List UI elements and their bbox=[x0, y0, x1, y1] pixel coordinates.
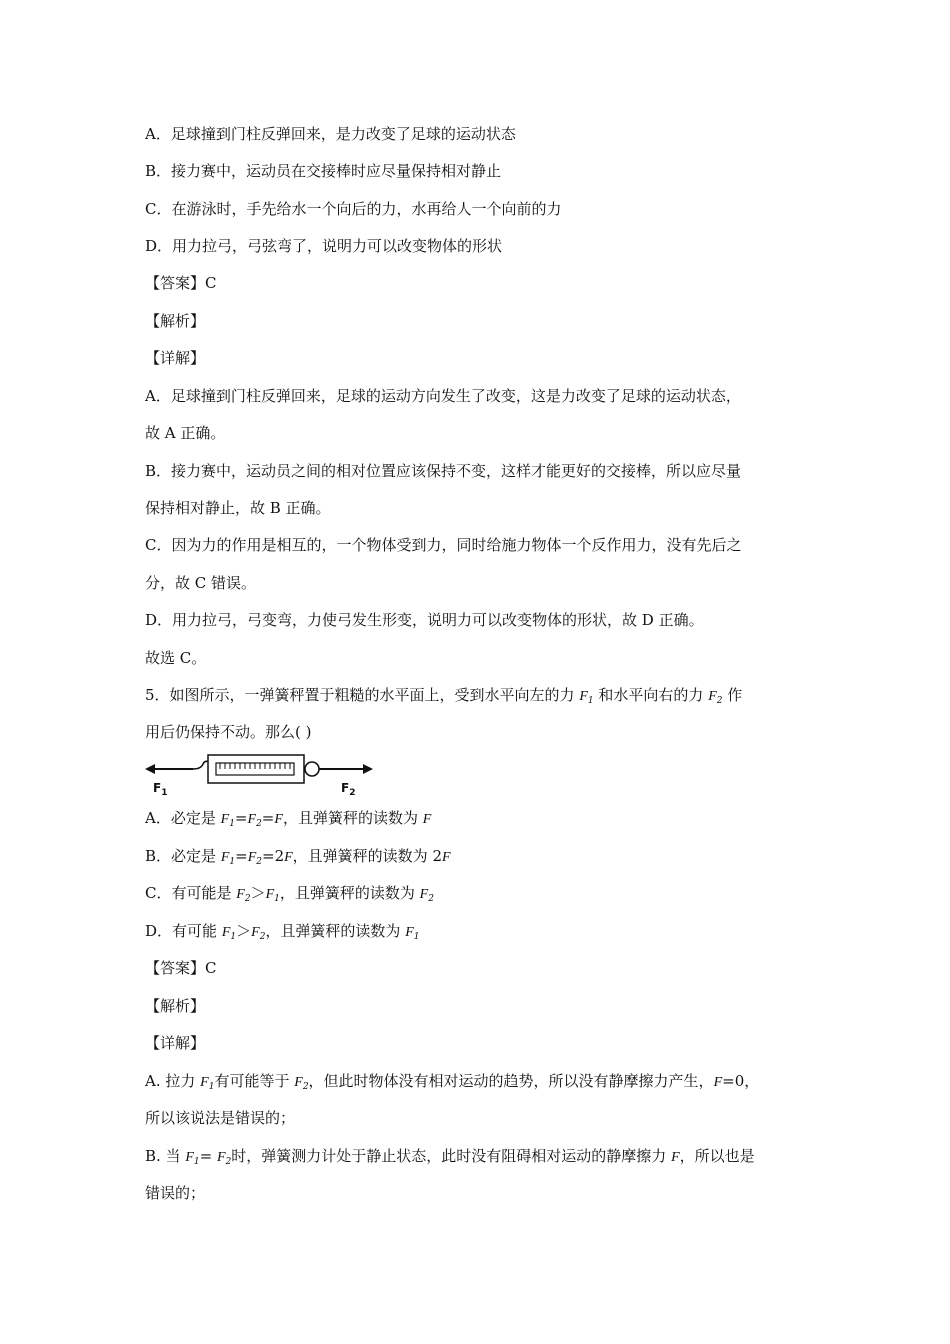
q4-detail-heading: 【详解】 bbox=[145, 349, 206, 367]
q4-option-d: D．用力拉弓，弓弦弯了，说明力可以改变物体的形状 bbox=[145, 237, 503, 255]
var-f: F bbox=[708, 689, 717, 704]
q4-explanation-d: D．用力拉弓，弓变弯，力使弓发生形变，说明力可以改变物体的形状，故 D 正确。 bbox=[145, 611, 704, 629]
q4-analysis-heading: 【解析】 bbox=[145, 312, 206, 330]
q5-option-c: C．有可能是 $F_2>F_1$，且弹簧秤的读数为 $F_2$ bbox=[145, 884, 434, 904]
q5-option-a: A．必定是 $F_1=F_2=F$，且弹簧秤的读数为 F bbox=[145, 809, 432, 829]
q4-explanation-c-line2: 分，故 C 错误。 bbox=[145, 574, 257, 592]
var-f: F bbox=[579, 689, 588, 704]
q5-explanation-a-line1: A. 拉力 $F_1$有可能等于 $F_2$，但此时物体没有相对运动的趋势，所以没有静摩擦力产生，F=0， bbox=[145, 1072, 760, 1092]
spring-scale-figure bbox=[145, 752, 375, 796]
q4-explanation-b-line2: 保持相对静止，故 B 正确。 bbox=[145, 499, 331, 517]
q5-detail-heading: 【详解】 bbox=[145, 1034, 206, 1052]
q4-explanation-b-line1: B．接力赛中，运动员之间的相对位置应该保持不变，这样才能更好的交接棒，所以应尽量 bbox=[145, 462, 742, 480]
q4-option-b: B．接力赛中，运动员在交接棒时应尽量保持相对静止 bbox=[145, 162, 502, 180]
arrow-f1-icon bbox=[145, 764, 193, 774]
q5-answer: 【答案】C bbox=[145, 959, 217, 977]
q4-explanation-c-line1: C．因为力的作用是相互的，一个物体受到力，同时给施力物体一个反作用力，没有先后之 bbox=[145, 536, 742, 554]
q5-explanation-a-line2: 所以该说法是错误的； bbox=[145, 1109, 296, 1127]
q4-conclusion: 故选 C。 bbox=[145, 649, 207, 667]
ring-icon bbox=[305, 762, 319, 776]
fig-label-f2: $F_2$ bbox=[341, 781, 356, 796]
q4-answer: 【答案】C bbox=[145, 274, 217, 292]
q5-option-b: B．必定是 $F_1=F_2=2F$，且弹簧秤的读数为 2F bbox=[145, 847, 451, 867]
q5-analysis-heading: 【解析】 bbox=[145, 997, 206, 1015]
q5-explanation-b-line1: B. 当 $F_1= F_2$时，弹簧测力计处于静止状态，此时没有阻碍相对运动的静摩擦力 F，所以也是 bbox=[145, 1147, 755, 1167]
q5-stem-line2: 用后仍保持不动。那么( ) bbox=[145, 723, 312, 741]
hook-icon bbox=[193, 761, 209, 769]
q5-stem-line1: 5．如图所示，一弹簧秤置于粗糙的水平面上，受到水平向左的力 $F_1$ 和水平向右的力 $F_2$ 作 bbox=[145, 686, 743, 706]
q4-explanation-a-line1: A．足球撞到门柱反弹回来，足球的运动方向发生了改变，这是力改变了足球的运动状态， bbox=[145, 387, 741, 405]
arrow-f2-icon bbox=[319, 764, 373, 774]
q4-explanation-a-line2: 故 A 正确。 bbox=[145, 424, 226, 442]
q5-explanation-b-line2: 错误的； bbox=[145, 1184, 206, 1202]
q5-option-d: D．有可能 $F_1>F_2$，且弹簧秤的读数为 $F_1$ bbox=[145, 922, 420, 942]
q4-option-c: C．在游泳时，手先给水一个向后的力，水再给人一个向前的力 bbox=[145, 200, 562, 218]
fig-label-f1: $F_1$ bbox=[153, 781, 168, 796]
q4-option-a: A．足球撞到门柱反弹回来，是力改变了足球的运动状态 bbox=[145, 125, 516, 143]
